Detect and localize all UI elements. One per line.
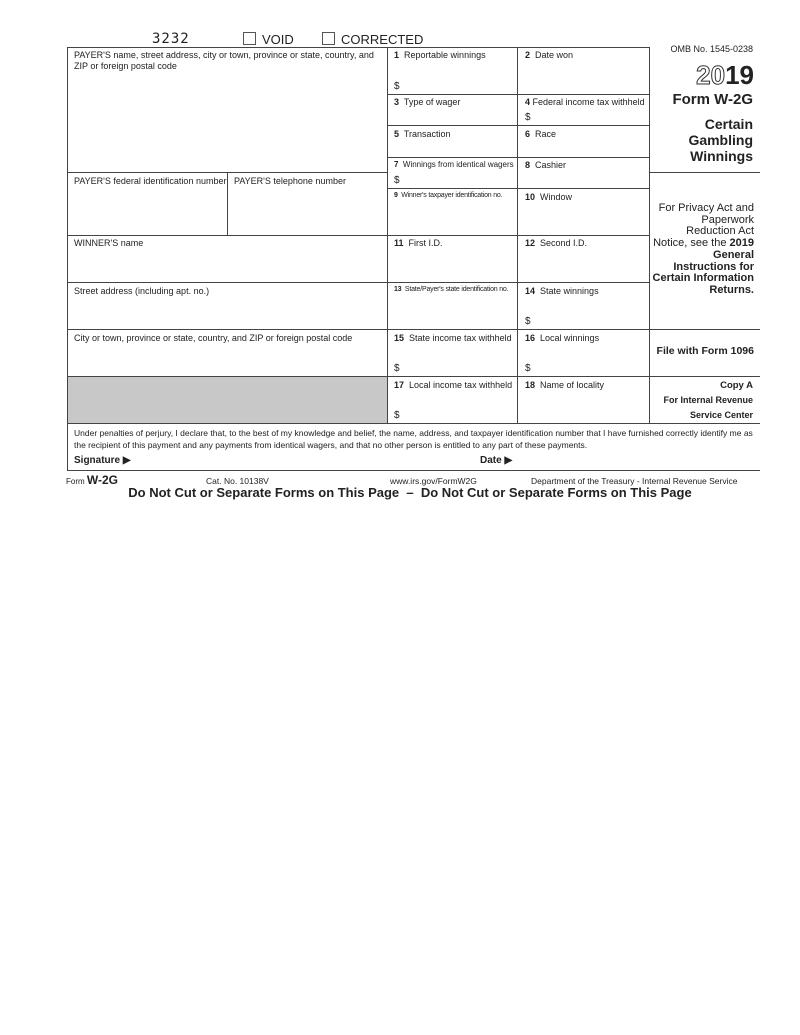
- irs-url[interactable]: www.irs.gov/FormW2G: [390, 476, 477, 486]
- box-3-type-of-wager[interactable]: 3 Type of wager: [394, 97, 461, 107]
- year-outline: 20: [696, 60, 726, 90]
- box-15-state-tax-withheld[interactable]: 15 State income tax withheld: [394, 333, 512, 343]
- dollar-sign: $: [394, 363, 400, 374]
- signature-field[interactable]: Signature ▶: [74, 455, 131, 466]
- do-not-cut-warning: Do Not Cut or Separate Forms on This Page – Do Not Cut or Separate Forms on This Page: [128, 485, 692, 500]
- box-12-second-id[interactable]: 12 Second I.D.: [525, 238, 588, 248]
- dollar-sign: $: [394, 81, 400, 92]
- form-name: Form W-2G: [672, 91, 753, 108]
- divider: [67, 235, 649, 236]
- city-field[interactable]: City or town, province or state, country, and ZIP or foreign postal code: [74, 333, 353, 343]
- box-7-identical-wagers[interactable]: 7 Winnings from identical wagers: [394, 160, 514, 169]
- winner-name-field[interactable]: WINNER'S name: [74, 238, 144, 248]
- catalog-number: Cat. No. 10138V: [206, 476, 269, 486]
- divider: [67, 282, 649, 283]
- copy-a-recipient: For Internal Revenue Service Center: [663, 395, 753, 420]
- void-checkbox[interactable]: [243, 32, 294, 47]
- corrected-checkbox[interactable]: [322, 32, 423, 47]
- box-4-federal-tax-withheld[interactable]: 4 Federal income tax withheld: [525, 97, 645, 107]
- box-1-reportable-winnings[interactable]: 1 Reportable winnings: [394, 50, 486, 60]
- dollar-sign: $: [525, 316, 531, 327]
- omb-number: OMB No. 1545-0238: [670, 44, 753, 54]
- divider: [387, 94, 649, 95]
- divider: [67, 329, 760, 330]
- department: Department of the Treasury - Internal Revenue Service: [531, 476, 738, 486]
- divider: [67, 172, 387, 173]
- box-16-local-winnings[interactable]: 16 Local winnings: [525, 333, 600, 343]
- form-title: Certain Gambling Winnings: [688, 116, 753, 164]
- box-6-race[interactable]: 6 Race: [525, 129, 557, 139]
- copy-a: Copy A: [720, 380, 753, 391]
- box-2-date-won[interactable]: 2 Date won: [525, 50, 574, 60]
- box-5-transaction[interactable]: 5 Transaction: [394, 129, 451, 139]
- divider: [387, 188, 649, 189]
- divider: [387, 157, 649, 158]
- void-label: VOID: [262, 32, 294, 47]
- privacy-notice: For Privacy Act and Paperwork Reduction Act Notice, see the 2019 General Instructions for Certain Information Returns.: [652, 202, 754, 296]
- dollar-sign: $: [525, 112, 531, 123]
- box-8-cashier[interactable]: 8 Cashier: [525, 160, 567, 170]
- divider: [67, 470, 760, 471]
- tax-year: [652, 60, 754, 91]
- box-18-locality-name[interactable]: 18 Name of locality: [525, 380, 605, 390]
- divider: [387, 125, 649, 126]
- box-9-winner-tin[interactable]: 9 Winner's taxpayer identification no.: [394, 192, 503, 199]
- box-14-state-winnings[interactable]: 14 State winnings: [525, 286, 599, 296]
- corrected-checkbox-box[interactable]: [322, 32, 335, 45]
- payer-phone-field[interactable]: PAYER'S telephone number: [234, 176, 346, 186]
- date-field[interactable]: Date ▶: [480, 455, 513, 466]
- file-with-1096: File with Form 1096: [656, 345, 754, 357]
- form-code: 3232: [152, 31, 190, 47]
- box-11-first-id[interactable]: 11 First I.D.: [394, 238, 443, 248]
- void-checkbox-box[interactable]: [243, 32, 256, 45]
- divider: [67, 423, 760, 424]
- payer-fed-id-field[interactable]: PAYER'S federal identification number: [74, 176, 227, 186]
- year-bold: 19: [725, 60, 754, 90]
- box-17-local-tax-withheld[interactable]: 17 Local income tax withheld: [394, 380, 513, 390]
- box-10-window[interactable]: 10 Window: [525, 192, 573, 202]
- dollar-sign: $: [394, 410, 400, 421]
- dollar-sign: $: [525, 363, 531, 374]
- payer-name-field[interactable]: PAYER'S name, street address, city or town, province or state, country, and ZIP or foreign postal code: [74, 50, 374, 71]
- corrected-label: CORRECTED: [341, 32, 424, 47]
- street-address-field[interactable]: Street address (including apt. no.): [74, 286, 210, 296]
- dollar-sign: $: [394, 175, 400, 186]
- shaded-area: [68, 377, 387, 423]
- footer-form-name: Form W-2G: [66, 473, 118, 487]
- divider: [649, 172, 760, 173]
- divider: [227, 172, 228, 235]
- perjury-statement: Under penalties of perjury, I declare that, to the best of my knowledge and belief, the name, address, and taxpayer identification number that I have furnished correctly identify me as the recipient of this payment and any payments from identical wagers, and that no other person is entitled to any part of these payments.: [74, 428, 753, 450]
- box-13-state-id[interactable]: 13 State/Payer's state identification no.: [394, 286, 509, 293]
- divider: [67, 47, 649, 48]
